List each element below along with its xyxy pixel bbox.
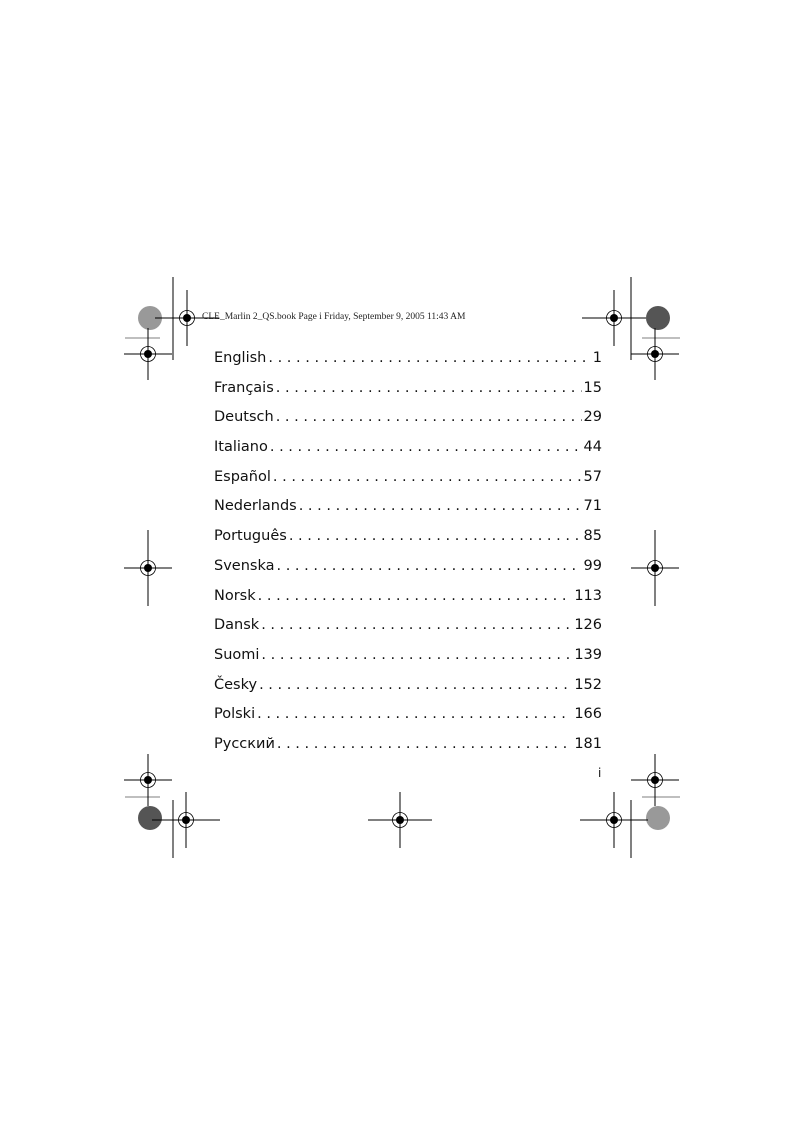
dot-leader bbox=[270, 439, 582, 455]
toc-page: 15 bbox=[583, 379, 602, 396]
dot-leader bbox=[277, 736, 572, 752]
dot-leader bbox=[261, 647, 572, 663]
toc-label: Italiano bbox=[214, 439, 268, 456]
dot-leader bbox=[261, 617, 572, 633]
registration-target-icon bbox=[368, 792, 432, 848]
registration-target-icon bbox=[631, 328, 679, 380]
color-bar-circle bbox=[138, 806, 162, 830]
toc-page: 71 bbox=[583, 498, 602, 515]
registration-target-icon bbox=[631, 754, 679, 806]
toc-label: Česky bbox=[214, 676, 258, 693]
toc-entry[interactable] bbox=[214, 736, 602, 766]
toc-page: 99 bbox=[583, 557, 602, 574]
registration-target-icon bbox=[580, 792, 648, 848]
toc-label: Polski bbox=[214, 706, 256, 723]
toc-label: Français bbox=[214, 379, 274, 396]
dot-leader bbox=[289, 528, 582, 544]
toc-page: 166 bbox=[574, 706, 602, 723]
toc-label: Русский bbox=[214, 735, 275, 752]
toc-page: 57 bbox=[583, 468, 602, 485]
registration-target-icon bbox=[124, 530, 172, 606]
registration-target-icon bbox=[124, 754, 172, 806]
toc-page: 29 bbox=[583, 409, 602, 426]
table-of-contents bbox=[214, 350, 602, 766]
registration-target-icon bbox=[124, 328, 172, 380]
toc-label: Nederlands bbox=[214, 498, 297, 515]
toc-label: Português bbox=[214, 528, 287, 545]
dot-leader bbox=[276, 558, 581, 574]
registration-target-icon bbox=[631, 530, 679, 606]
toc-entry[interactable] bbox=[214, 409, 602, 439]
toc-label: Deutsch bbox=[214, 409, 274, 426]
toc-entry[interactable] bbox=[214, 528, 602, 558]
color-bar-circle bbox=[646, 806, 670, 830]
toc-entry[interactable] bbox=[214, 439, 602, 469]
toc-entry[interactable] bbox=[214, 677, 602, 707]
toc-label: English bbox=[214, 350, 267, 366]
toc-entry[interactable] bbox=[214, 588, 602, 618]
toc-label: Norsk bbox=[214, 587, 256, 604]
toc-entry[interactable] bbox=[214, 558, 602, 588]
registration-target-icon bbox=[152, 792, 220, 848]
toc-label: Español bbox=[214, 468, 271, 485]
dot-leader bbox=[273, 469, 582, 485]
dot-leader bbox=[299, 498, 582, 514]
registration-target-icon bbox=[582, 290, 646, 346]
dot-leader bbox=[276, 380, 582, 396]
page-number: i bbox=[598, 766, 602, 780]
dot-leader bbox=[258, 588, 573, 604]
toc-page: 85 bbox=[583, 528, 602, 545]
dot-leader bbox=[257, 706, 572, 722]
toc-page: 181 bbox=[574, 735, 602, 752]
dot-leader bbox=[259, 677, 572, 693]
print-slug-header: CLE_Marlin 2_QS.book Page i Friday, September 9, 2005 11:43 AM bbox=[202, 312, 466, 322]
dot-leader bbox=[276, 409, 582, 425]
toc-label: Suomi bbox=[214, 646, 260, 663]
toc-page: 44 bbox=[583, 439, 602, 456]
toc-label: Dansk bbox=[214, 617, 260, 634]
toc-entry[interactable] bbox=[214, 469, 602, 499]
toc-entry[interactable] bbox=[214, 706, 602, 736]
toc-entry[interactable] bbox=[214, 498, 602, 528]
toc-entry[interactable] bbox=[214, 350, 602, 380]
toc-page: 126 bbox=[574, 617, 602, 634]
toc-page: 113 bbox=[574, 587, 602, 604]
toc-entry[interactable] bbox=[214, 617, 602, 647]
color-bar-circle bbox=[646, 306, 670, 330]
toc-page: 152 bbox=[574, 676, 602, 693]
toc-page: 1 bbox=[592, 350, 602, 366]
dot-leader bbox=[268, 350, 590, 366]
toc-entry[interactable] bbox=[214, 647, 602, 677]
toc-label: Svenska bbox=[214, 557, 275, 574]
toc-entry[interactable] bbox=[214, 380, 602, 410]
toc-page: 139 bbox=[574, 646, 602, 663]
